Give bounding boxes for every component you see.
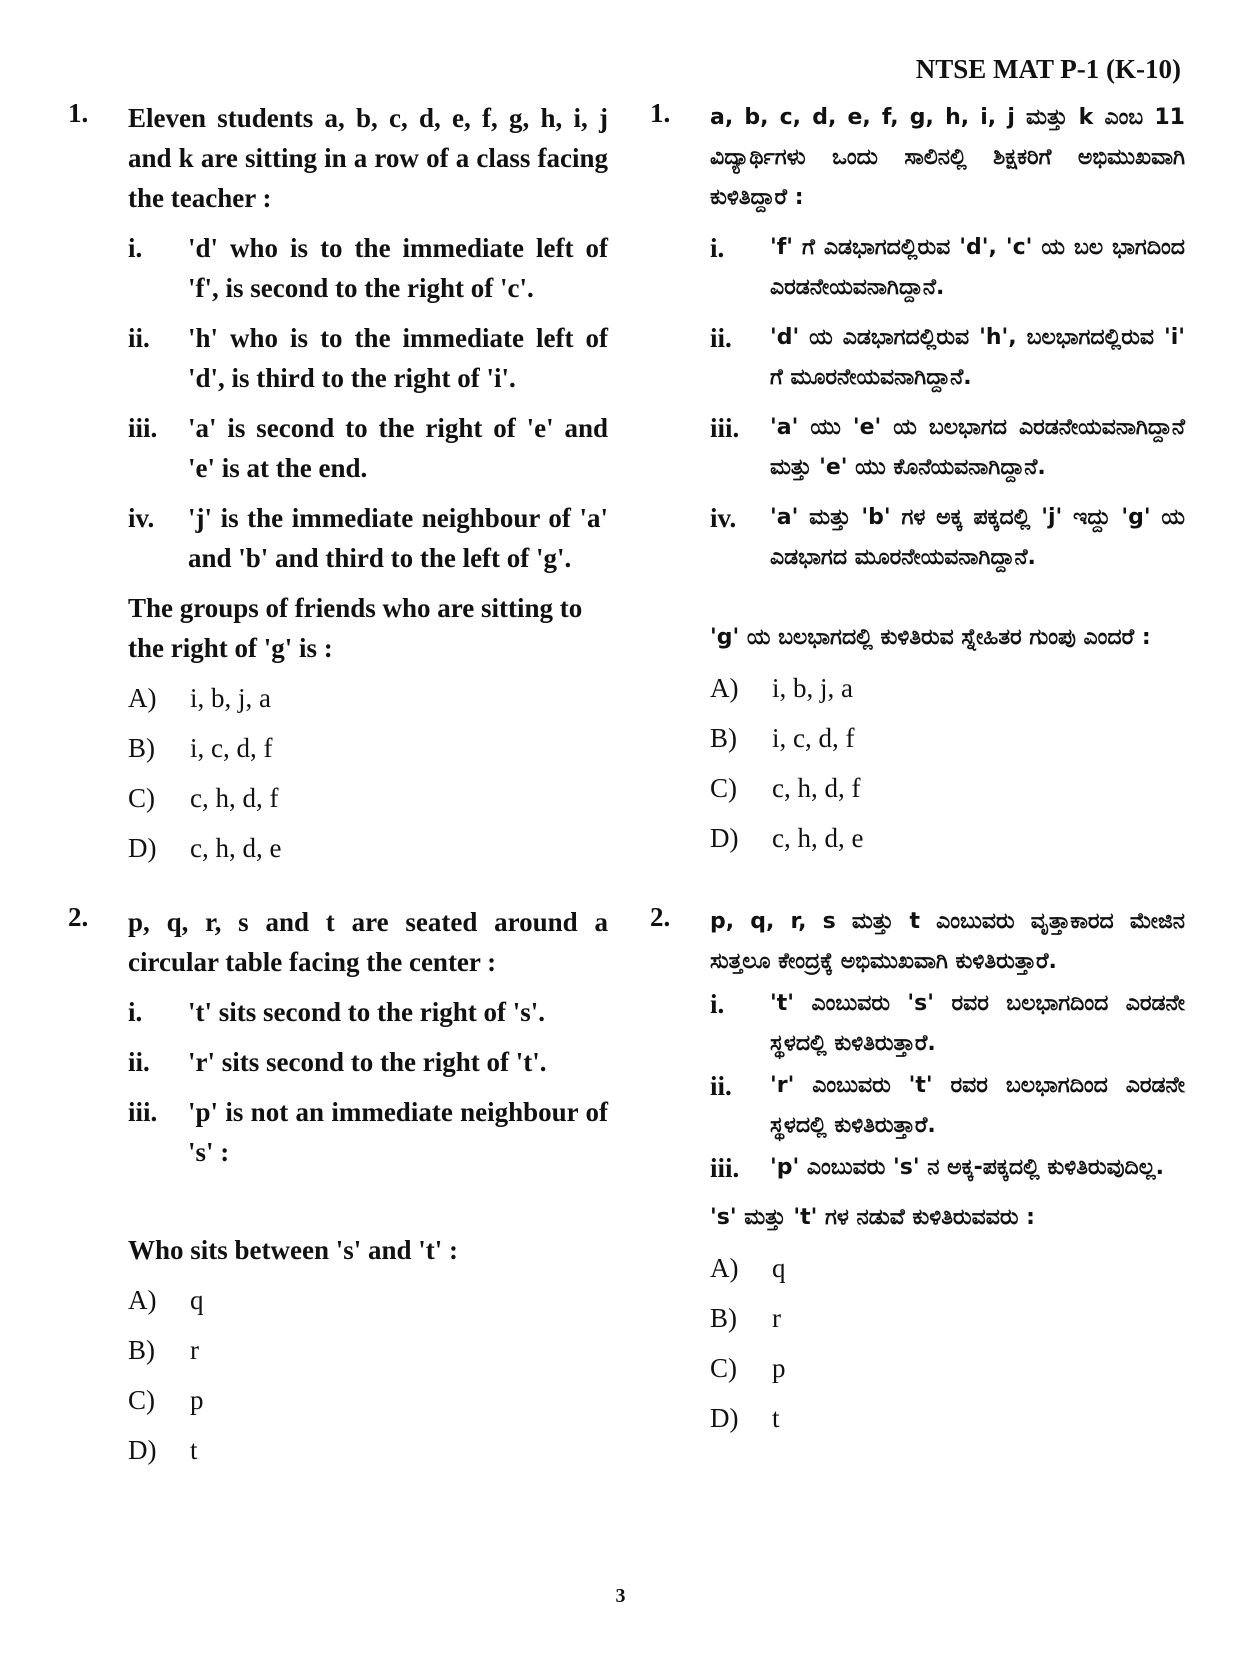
option-text: i, b, j, a [190, 683, 271, 713]
statement [710, 1148, 1185, 1188]
option-text: q [190, 1285, 204, 1315]
statement-label: iv. [710, 503, 737, 533]
answer-option[interactable] [710, 768, 1185, 808]
question-2-english [68, 902, 608, 1470]
statement-text: 'h' who is to the immediate left of 'd', is third to the right of 'i'. [188, 323, 608, 393]
option-text: q [772, 1253, 786, 1283]
statement-label: ii. [128, 1047, 150, 1077]
option-text: p [772, 1353, 786, 1383]
answer-option[interactable] [128, 728, 608, 768]
option-text: c, h, d, e [772, 823, 864, 853]
statement [128, 408, 608, 488]
statement [710, 498, 1185, 578]
answer-option[interactable] [710, 1248, 1185, 1288]
option-text: c, h, d, e [190, 833, 282, 863]
statement [710, 984, 1185, 1064]
question-number: 1. [650, 98, 671, 128]
statement-label: i. [710, 989, 725, 1019]
question-number: 2. [68, 902, 89, 932]
statement-text: 'p' ಎಂಬುವರು 's' ನ ಅಕ್ಕ-ಪಕ್ಕದಲ್ಲಿ ಕುಳಿತಿರುವುದಿಲ್ಲ. [770, 1155, 1164, 1180]
answer-option[interactable] [710, 1298, 1185, 1338]
statement [128, 228, 608, 308]
statement-text: 'a' ಮತ್ತು 'b' ಗಳ ಅಕ್ಕ ಪಕ್ಕದಲ್ಲಿ 'j' ಇದ್ದು 'g' ಯ ಎಡಭಾಗದ ಮೂರನೇಯವನಾಗಿದ್ದಾನೆ. [770, 505, 1185, 570]
statement-text: 'a' ಯು 'e' ಯ ಬಲಭಾಗದ ಎರಡನೇಯವನಾಗಿದ್ದಾನೆ ಮತ್ತು 'e' ಯು ಕೊನೆಯವನಾಗಿದ್ದಾನೆ. [770, 415, 1185, 480]
question-prompt: The groups of friends who are sitting to the right of 'g' is : [128, 593, 583, 663]
option-label: D) [128, 1435, 157, 1465]
page-header: NTSE MAT P-1 (K-10) [915, 54, 1181, 84]
answer-option[interactable] [710, 718, 1185, 758]
statement-label: i. [128, 997, 143, 1027]
option-text: t [772, 1403, 780, 1433]
question-number: 1. [68, 98, 89, 128]
statement-text: 'r' ಎಂಬುವರು 't' ರವರ ಬಲಭಾಗದಿಂದ ಎರಡನೇ ಸ್ಥಳದಲ್ಲಿ ಕುಳಿತಿರುತ್ತಾರೆ. [770, 1073, 1185, 1138]
answer-option[interactable] [128, 678, 608, 718]
statement [710, 408, 1185, 488]
question-stem: p, q, r, s and t are seated around a circular table facing the center : [128, 907, 608, 977]
option-label: B) [128, 1335, 155, 1365]
option-label: D) [710, 823, 739, 853]
statement [128, 1092, 608, 1172]
option-text: i, b, j, a [772, 673, 853, 703]
statement-label: iii. [128, 1097, 158, 1127]
option-label: C) [128, 1385, 155, 1415]
statement-label: i. [710, 233, 725, 263]
option-label: C) [710, 1353, 737, 1383]
statement-text: 'd' who is to the immediate left of 'f', is second to the right of 'c'. [188, 233, 608, 303]
question-stem: p, q, r, s ಮತ್ತು t ಎಂಬುವರು ವೃತ್ತಾಕಾರದ ಮೇಜಿನ ಸುತ್ತಲೂ ಕೇಂದ್ರಕ್ಕೆ ಅಭಿಮುಖವಾಗಿ ಕುಳಿತಿರುತ್ತಾರೆ. [710, 909, 1185, 974]
page-number: 3 [615, 1585, 626, 1607]
option-label: A) [128, 1285, 157, 1315]
statement-label: ii. [128, 323, 150, 353]
question-prompt: 'g' ಯ ಬಲಭಾಗದಲ್ಲಿ ಕುಳಿತಿರುವ ಸ್ನೇಹಿತರ ಗುಂಪು ಎಂದರೆ : [710, 625, 1151, 650]
statement-label: iii. [128, 413, 158, 443]
statement [128, 498, 608, 578]
option-label: D) [710, 1403, 739, 1433]
question-prompt: 's' ಮತ್ತು 't' ಗಳ ನಡುವೆ ಕುಳಿತಿರುವವರು : [710, 1205, 1035, 1230]
statement-text: 'j' is the immediate neighbour of 'a' and 'b' and third to the left of 'g'. [188, 503, 608, 573]
option-text: r [190, 1335, 199, 1365]
option-label: A) [710, 673, 739, 703]
option-label: A) [710, 1253, 739, 1283]
answer-option[interactable] [128, 1330, 608, 1370]
question-1-kannada [650, 98, 1185, 858]
statement [128, 992, 608, 1032]
answer-option[interactable] [710, 1348, 1185, 1388]
question-2-kannada [650, 902, 1185, 1438]
option-label: C) [128, 783, 155, 813]
statement [128, 318, 608, 398]
statement-label: iii. [710, 413, 740, 443]
question-number: 2. [650, 902, 671, 932]
question-stem: Eleven students a, b, c, d, e, f, g, h, i, j and k are sitting in a row of a class facing the teacher : [128, 103, 608, 213]
statement-text: 'p' is not an immediate neighbour of 's' : [188, 1097, 608, 1167]
statement [710, 228, 1185, 308]
option-label: C) [710, 773, 737, 803]
statement-text: 'd' ಯ ಎಡಭಾಗದಲ್ಲಿರುವ 'h', ಬಲಭಾಗದಲ್ಲಿರುವ 'i' ಗೆ ಮೂರನೇಯವನಾಗಿದ್ದಾನೆ. [770, 325, 1185, 390]
statement [128, 1042, 608, 1082]
statement-label: iii. [710, 1153, 740, 1183]
statement-text: 'f' ಗೆ ಎಡಭಾಗದಲ್ಲಿರುವ 'd', 'c' ಯ ಬಲ ಭಾಗದಿಂದ ಎರಡನೇಯವನಾಗಿದ್ದಾನೆ. [770, 235, 1185, 300]
answer-option[interactable] [128, 1380, 608, 1420]
option-text: i, c, d, f [772, 723, 855, 753]
option-text: t [190, 1435, 198, 1465]
statement-text: 'a' is second to the right of 'e' and 'e' is at the end. [188, 413, 608, 483]
statement [710, 1066, 1185, 1146]
option-text: c, h, d, f [190, 783, 279, 813]
option-text: p [190, 1385, 204, 1415]
statement-label: ii. [710, 1071, 732, 1101]
option-text: c, h, d, f [772, 773, 861, 803]
statement-label: i. [128, 233, 143, 263]
option-label: B) [710, 723, 737, 753]
statement-text: 't' sits second to the right of 's'. [188, 997, 545, 1027]
question-stem: a, b, c, d, e, f, g, h, i, j ಮತ್ತು k ಎಂಬ 11 ವಿದ್ಯಾರ್ಥಿಗಳು ಒಂದು ಸಾಲಿನಲ್ಲಿ ಶಿಕ್ಷಕರಿಗೆ ಅಭಿಮುಖವಾಗಿ ಕುಳಿತಿದ್ದಾರೆ : [710, 105, 1185, 210]
answer-option[interactable] [710, 1398, 1185, 1438]
question-prompt: Who sits between 's' and 't' : [128, 1235, 459, 1265]
answer-option[interactable] [128, 778, 608, 818]
statement [710, 318, 1185, 398]
answer-option[interactable] [128, 1430, 608, 1470]
question-1-english [68, 98, 608, 868]
statement-text: 'r' sits second to the right of 't'. [188, 1047, 547, 1077]
option-label: B) [710, 1303, 737, 1333]
answer-option[interactable] [128, 828, 608, 868]
answer-option[interactable] [128, 1280, 608, 1320]
statement-text: 't' ಎಂಬುವರು 's' ರವರ ಬಲಭಾಗದಿಂದ ಎರಡನೇ ಸ್ಥಳದಲ್ಲಿ ಕುಳಿತಿರುತ್ತಾರೆ. [770, 991, 1185, 1056]
option-text: r [772, 1303, 781, 1333]
option-label: A) [128, 683, 157, 713]
statement-label: iv. [128, 503, 155, 533]
answer-option[interactable] [710, 818, 1185, 858]
option-label: D) [128, 833, 157, 863]
option-label: B) [128, 733, 155, 763]
option-text: i, c, d, f [190, 733, 273, 763]
answer-option[interactable] [710, 668, 1185, 708]
statement-label: ii. [710, 323, 732, 353]
